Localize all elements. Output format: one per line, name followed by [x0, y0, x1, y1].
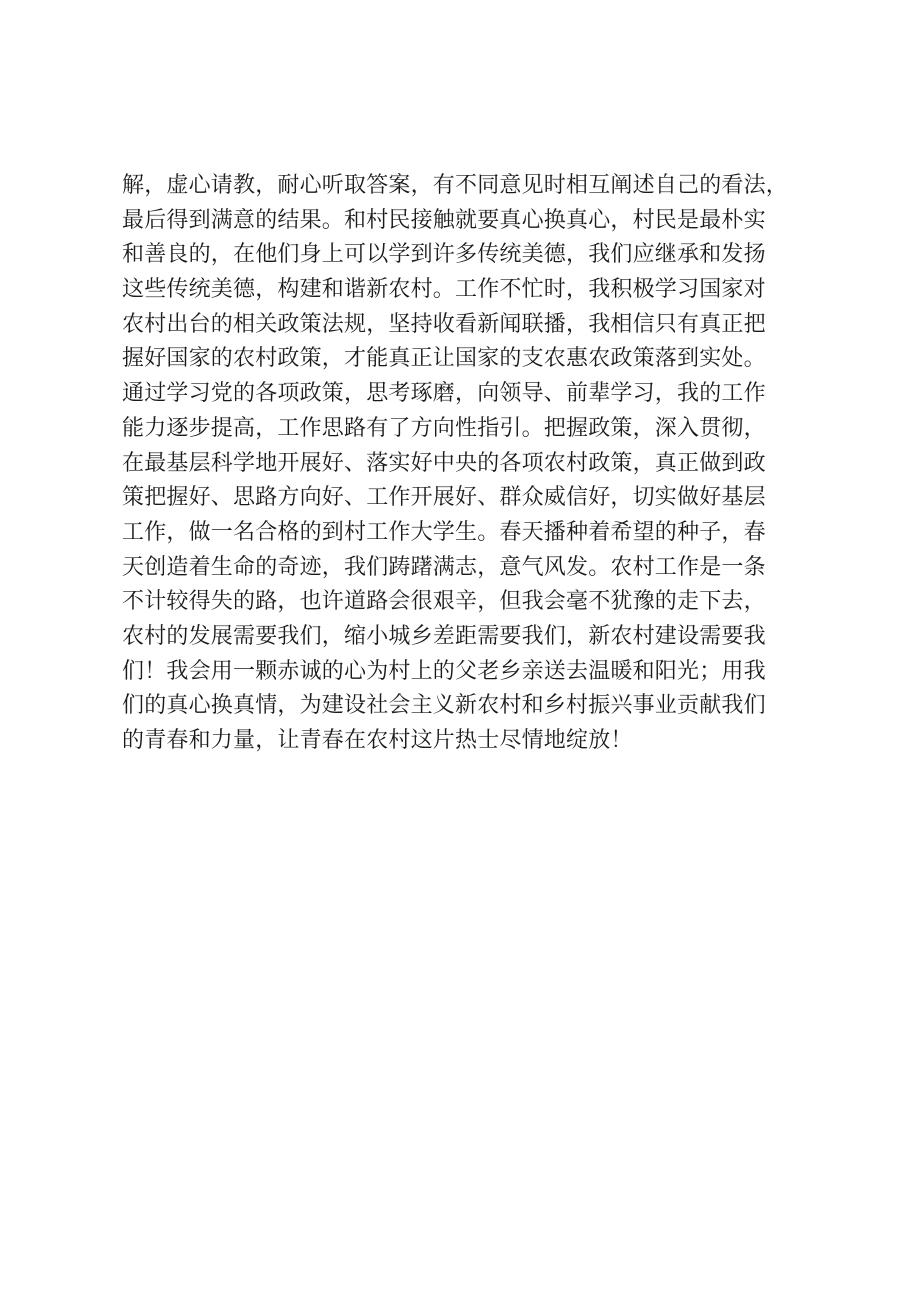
text-line: 农村出台的相关政策法规，坚持收看新闻联播，我相信只有真正把 — [122, 311, 766, 337]
text-line: 最后得到满意的结果。和村民接触就要真心换真心，村民是最朴实 — [122, 207, 766, 233]
text-line: 在最基层科学地开展好、落实好中央的各项农村政策，真正做到政 — [122, 450, 766, 476]
text-line: 的青春和力量，让青春在农村这片热士尽情地绽放！ — [122, 728, 633, 753]
body-paragraph — [122, 169, 842, 759]
text-line: 天创造着生命的奇迹，我们踌躇满志，意气风发。农村工作是一条 — [122, 554, 766, 580]
text-line: 策把握好、思路方向好、工作开展好、群众威信好，切实做好基层 — [122, 485, 766, 511]
text-line: 和善良的，在他们身上可以学到许多传统美德，我们应继承和发扬 — [122, 242, 766, 268]
text-line: 们！我会用一颗赤诚的心为村上的父老乡亲送去温暖和阳光；用我 — [122, 658, 766, 684]
text-line: 通过学习党的各项政策，思考琢磨，向领导、前辈学习，我的工作 — [122, 381, 766, 407]
text-line: 能力逐步提高，工作思路有了方向性指引。把握政策，深入贯彻， — [122, 415, 766, 441]
text-line: 们的真心换真情，为建设社会主义新农村和乡村振兴事业贡献我们 — [122, 693, 766, 719]
text-line: 这些传统美德，构建和谐新农村。工作不忙时，我积极学习国家对 — [122, 277, 766, 303]
text-line: 解，虚心请教，耐心听取答案，有不同意见时相互阐述自己的看法， — [122, 173, 789, 198]
text-line: 握好国家的农村政策，才能真正让国家的支农惠农政策落到实处。 — [122, 346, 766, 372]
text-line: 农村的发展需要我们，缩小城乡差距需要我们，新农村建设需要我 — [122, 623, 766, 649]
text-line: 工作，做一名合格的到村工作大学生。春天播种着希望的种子，春 — [122, 519, 766, 545]
text-line: 不计较得失的路，也许道路会很艰辛，但我会毫不犹豫的走下去， — [122, 589, 766, 615]
